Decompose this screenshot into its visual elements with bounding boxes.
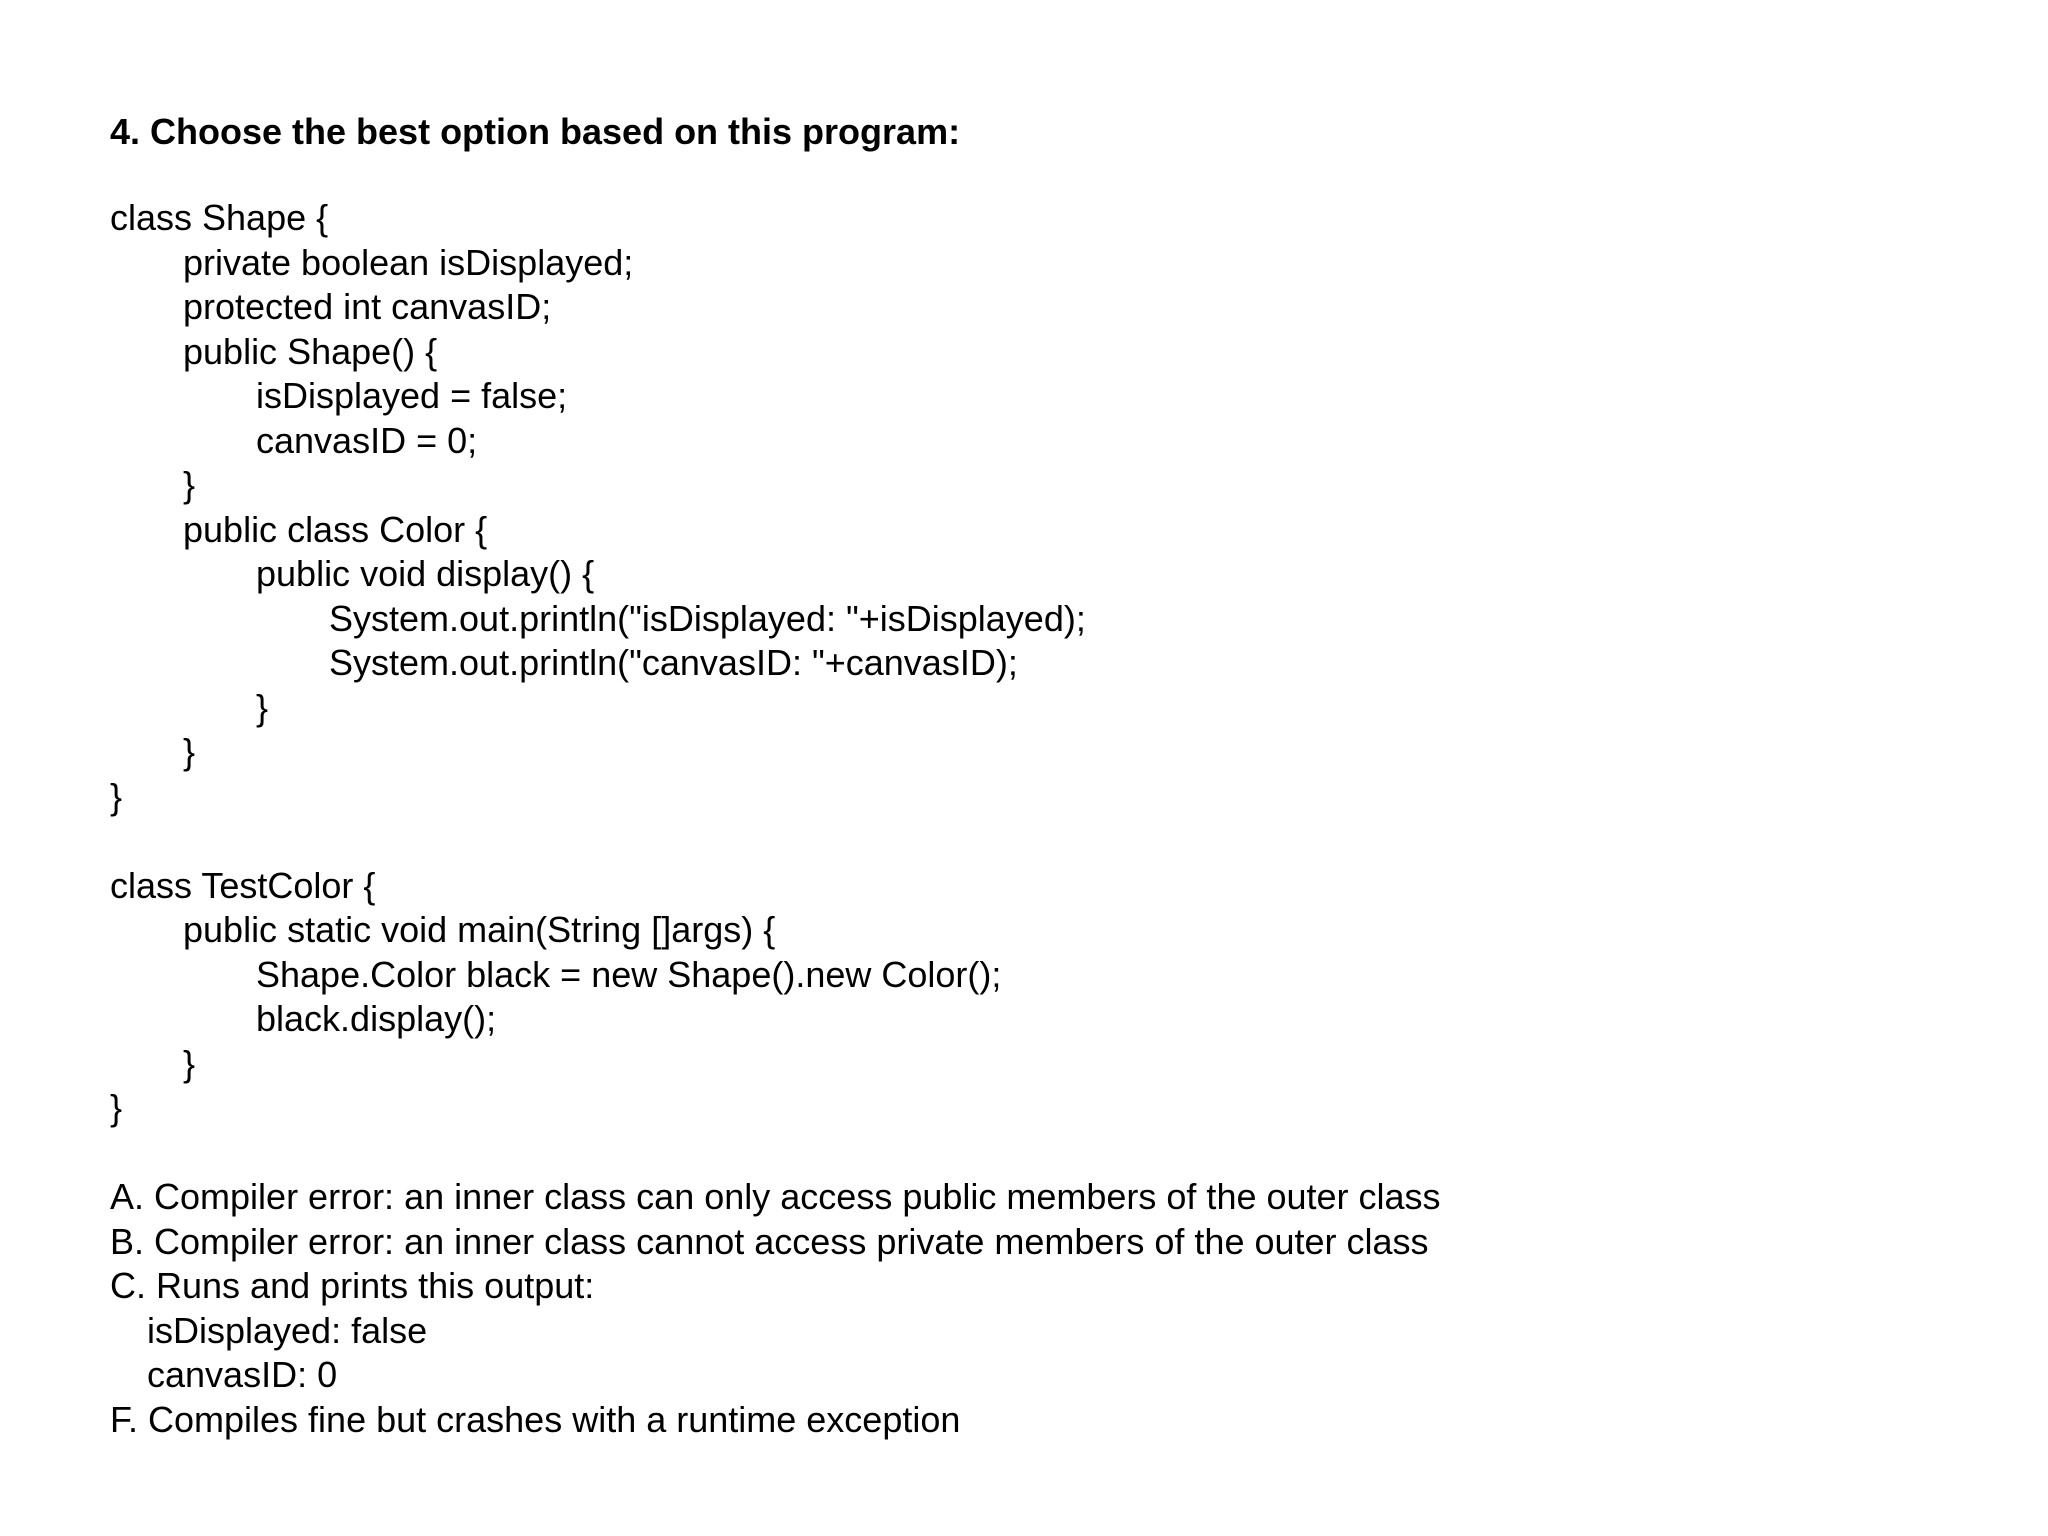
option-f[interactable]: F. Compiles fine but crashes with a runtime exception (110, 1398, 961, 1440)
code-line: class Shape { (110, 197, 329, 238)
question-page (110, 108, 2010, 1442)
code-line: } (110, 775, 123, 817)
code-line: isDisplayed = false; (256, 375, 568, 416)
option-c-output-line-1: isDisplayed: false (147, 1309, 428, 1351)
code-blank-line (110, 819, 2010, 864)
code-line: black.display(); (256, 998, 497, 1039)
question-title: 4. Choose the best option based on this program: (110, 111, 961, 152)
code-line: protected int canvasID; (183, 286, 552, 327)
code-line: } (183, 1042, 196, 1084)
code-line: public void display() { (256, 553, 595, 594)
code-line: System.out.println("canvasID: "+canvasID); (329, 642, 1018, 683)
code-line: public class Color { (183, 508, 488, 550)
option-b[interactable]: B. Compiler error: an inner class cannot access private members of the outer class (110, 1220, 1429, 1262)
spacer (110, 1131, 2010, 1176)
code-line: System.out.println("isDisplayed: "+isDisplayed); (329, 597, 1086, 639)
code-line: } (183, 731, 196, 772)
code-listing (110, 196, 2010, 1131)
code-line: Shape.Color black = new Shape().new Color(); (256, 953, 1002, 995)
option-c[interactable]: C. Runs and prints this output: (110, 1265, 595, 1306)
code-line: } (110, 1087, 123, 1128)
code-line: class TestColor { (110, 864, 376, 906)
code-line: } (256, 686, 269, 728)
code-line: public static void main(String []args) { (183, 909, 776, 950)
answer-options (110, 1175, 2010, 1442)
code-line: } (183, 464, 196, 505)
option-a[interactable]: A. Compiler error: an inner class can only access public members of the outer class (110, 1176, 1441, 1217)
option-c-output-line-2: canvasID: 0 (147, 1354, 338, 1395)
code-line: canvasID = 0; (256, 419, 478, 461)
code-line: private boolean isDisplayed; (183, 241, 634, 283)
code-line: public Shape() { (183, 330, 438, 372)
